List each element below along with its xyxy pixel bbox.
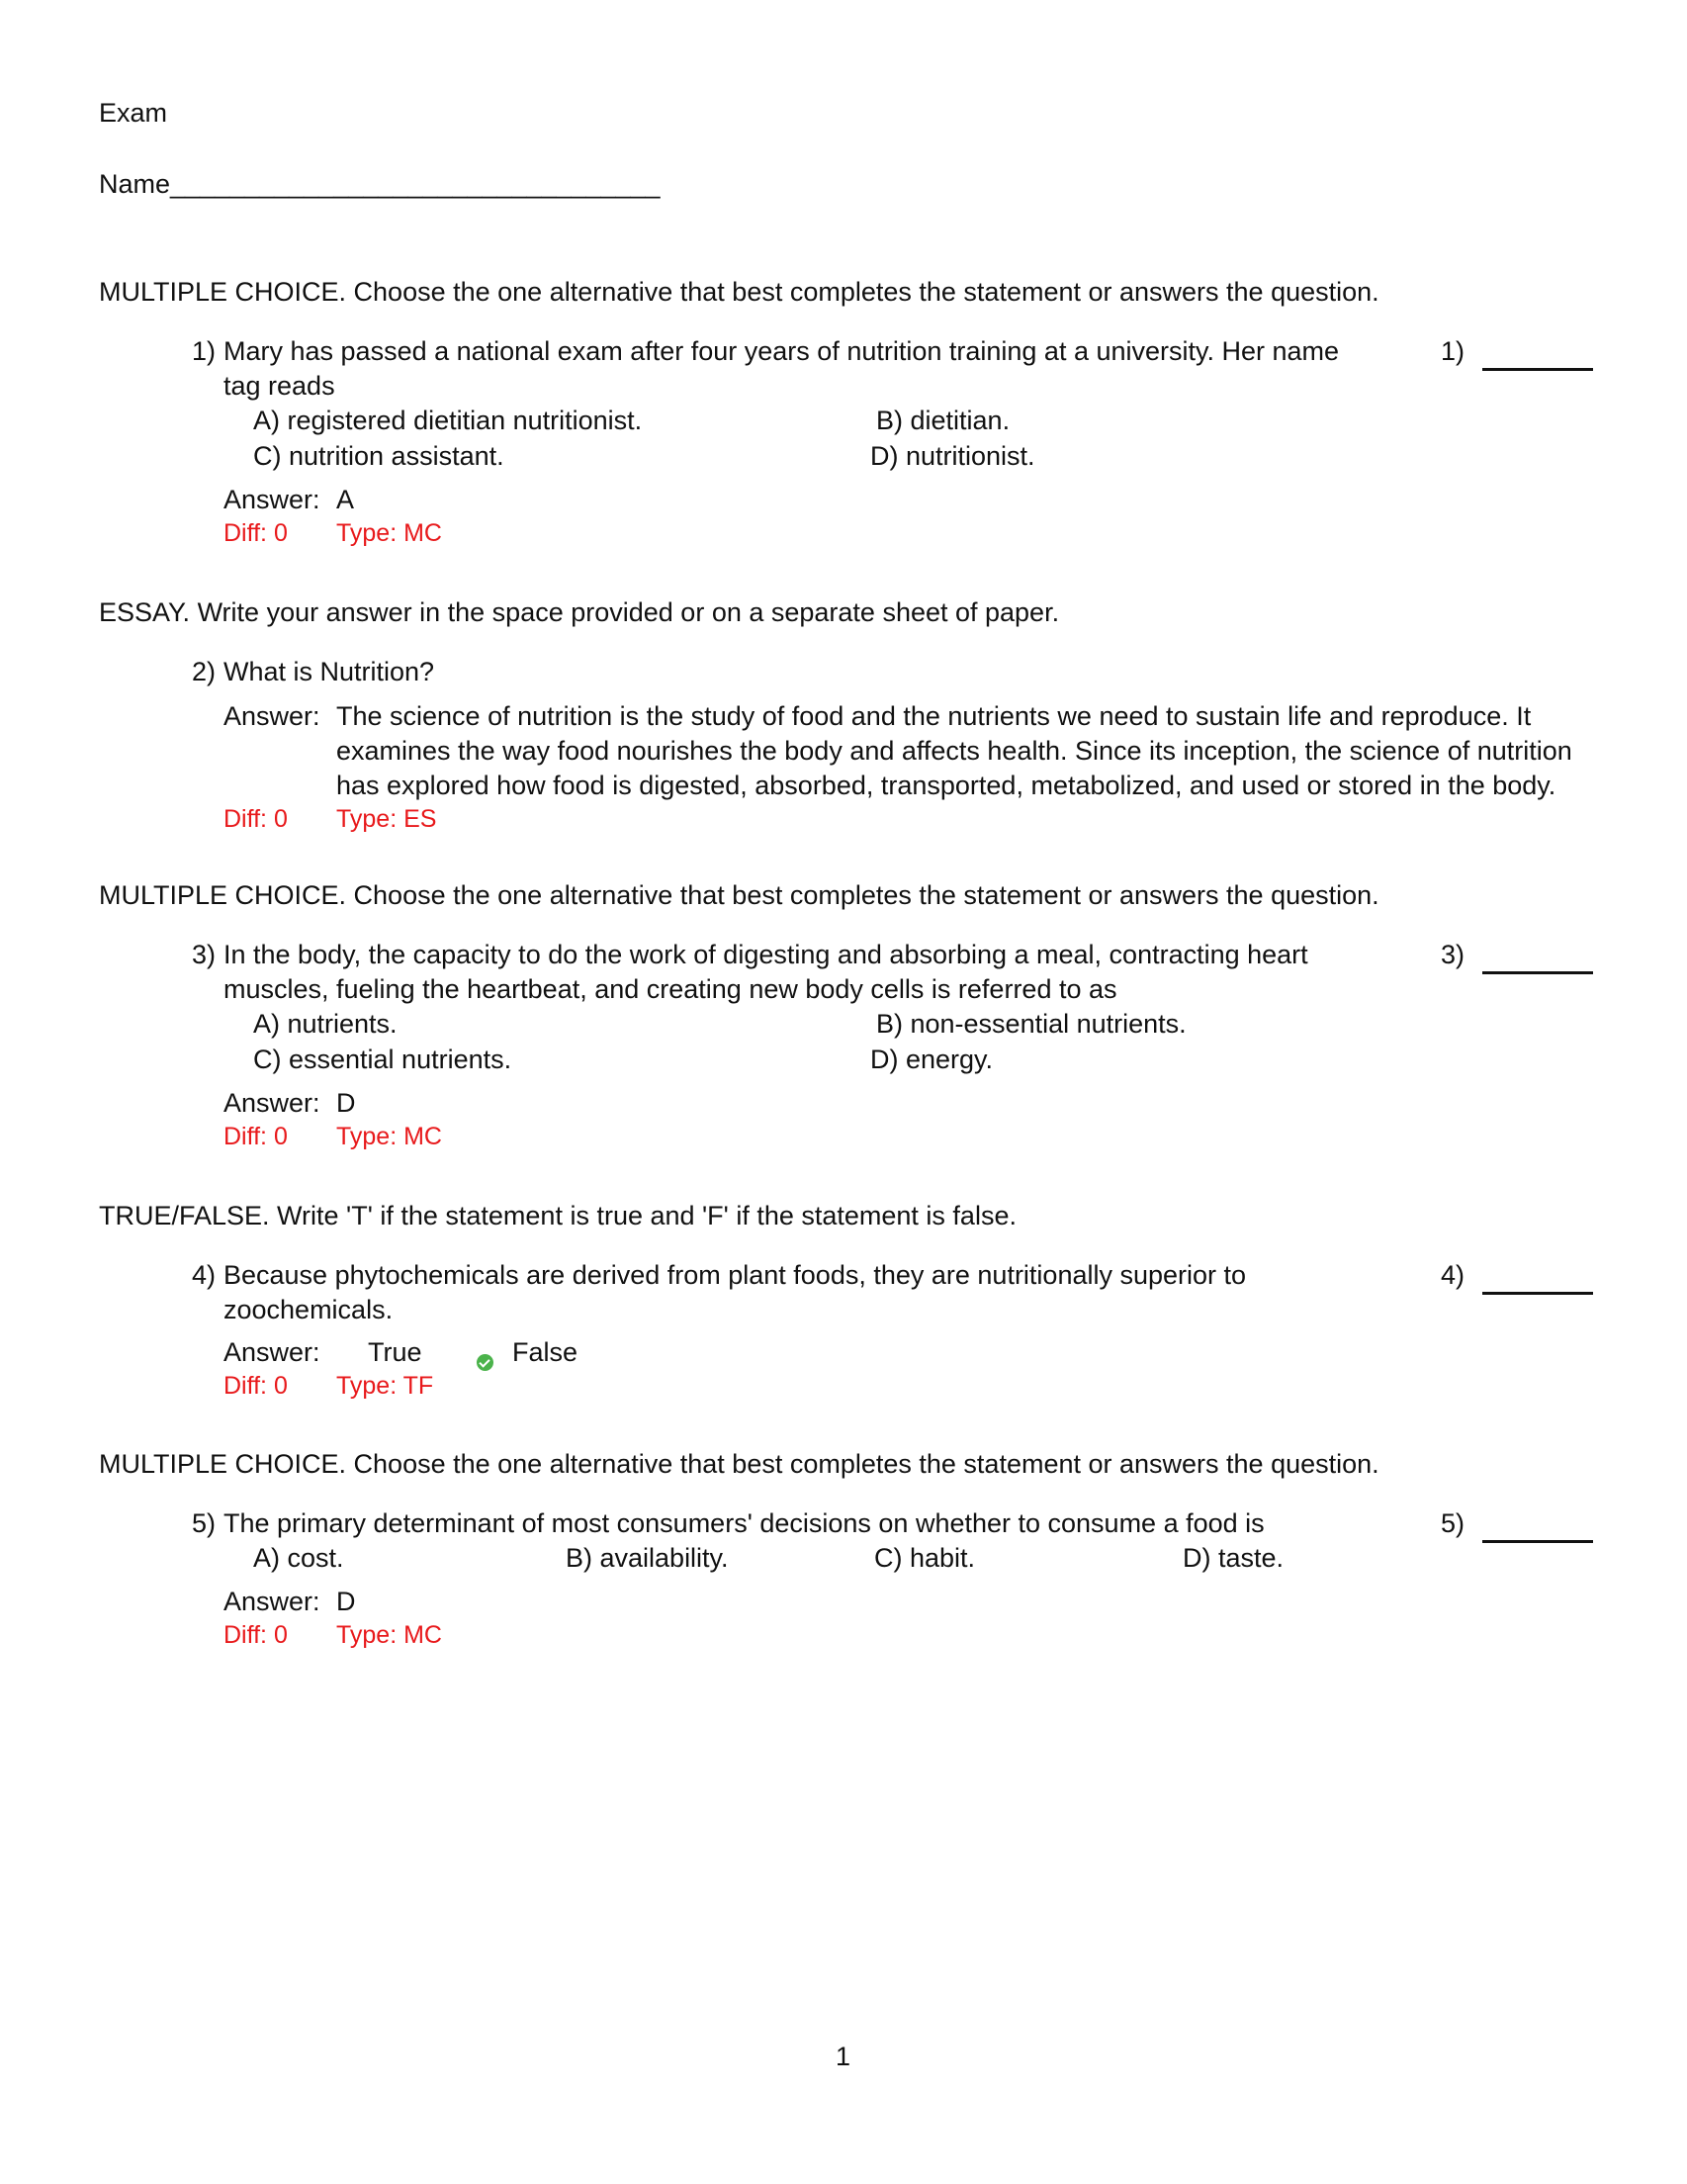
section-instruction-mc: MULTIPLE CHOICE. Choose the one alternative that best completes the statement or answers the question. [99,277,1379,307]
question-text: In the body, the capacity to do the work of digesting and absorbing a meal, contracting heart [223,940,1308,969]
name-field[interactable]: Name_________________________________ [99,169,661,199]
answer-blank[interactable] [1482,368,1593,371]
question-number: 5) [192,1508,217,1538]
question-type: Type: MC [336,1621,442,1649]
question-type: Type: TF [336,1372,434,1400]
margin-question-number: 1) [1441,336,1465,366]
question-number: 2) [192,657,217,686]
margin-question-number: 4) [1441,1260,1465,1290]
question-type: Type: MC [336,519,442,547]
answer-value: A [336,485,355,514]
option-b: B) availability. [566,1543,729,1573]
option-b: B) non-essential nutrients. [876,1009,1187,1039]
answer-blank[interactable] [1482,1540,1593,1543]
essay-answer-line-2: examines the way food nourishes the body and affects health. Since its inception, the science of nutrition [336,736,1572,766]
essay-answer-line-1: The science of nutrition is the study of food and the nutrients we need to sustain life and reproduce. It [336,701,1532,731]
section-instruction-mc: MULTIPLE CHOICE. Choose the one alternative that best completes the statement or answers the question. [99,880,1379,910]
margin-question-number: 3) [1441,940,1465,969]
answer-blank[interactable] [1482,1292,1593,1295]
question-type: Type: ES [336,805,437,833]
difficulty: Diff: 0 [223,1372,288,1400]
question-text-cont: tag reads [223,371,335,401]
option-d: D) nutritionist. [870,441,1035,471]
question-text: What is Nutrition? [223,657,435,686]
answer-value: D [336,1088,356,1118]
option-true: True [368,1337,422,1367]
option-a: A) registered dietitian nutritionist. [253,406,643,435]
difficulty: Diff: 0 [223,1621,288,1649]
answer-label: Answer: [223,485,320,514]
answer-blank[interactable] [1482,971,1593,974]
option-d: D) energy. [870,1045,994,1074]
option-c: C) habit. [874,1543,976,1573]
option-c: C) essential nutrients. [253,1045,512,1074]
answer-label: Answer: [223,1337,320,1367]
question-text: Mary has passed a national exam after four years of nutrition training at a university. Her name [223,336,1340,366]
essay-answer-line-3: has explored how food is digested, absorbed, transported, metabolized, and used or stored in the body. [336,771,1556,800]
question-text: The primary determinant of most consumers' decisions on whether to consume a food is [223,1508,1265,1538]
exam-title: Exam [99,98,168,128]
option-false: False [512,1337,578,1367]
question-text: Because phytochemicals are derived from plant foods, they are nutritionally superior to [223,1260,1247,1290]
option-b: B) dietitian. [876,406,1011,435]
difficulty: Diff: 0 [223,1123,288,1150]
option-a: A) nutrients. [253,1009,398,1039]
answer-label: Answer: [223,1587,320,1616]
question-number: 1) [192,336,217,366]
question-type: Type: MC [336,1123,442,1150]
option-d: D) taste. [1183,1543,1285,1573]
question-text-cont: zoochemicals. [223,1295,394,1324]
section-instruction-tf: TRUE/FALSE. Write 'T' if the statement is true and 'F' if the statement is false. [99,1201,1017,1230]
question-number: 4) [192,1260,217,1290]
margin-question-number: 5) [1441,1508,1465,1538]
answer-label: Answer: [223,1088,320,1118]
section-instruction-essay: ESSAY. Write your answer in the space provided or on a separate sheet of paper. [99,597,1060,627]
page-number: 1 [836,2042,851,2071]
difficulty: Diff: 0 [223,805,288,833]
difficulty: Diff: 0 [223,519,288,547]
answer-value: D [336,1587,356,1616]
answer-label: Answer: [223,701,320,731]
option-a: A) cost. [253,1543,344,1573]
question-text-cont: muscles, fueling the heartbeat, and creating new body cells is referred to as [223,974,1117,1004]
check-icon [477,1354,493,1371]
question-number: 3) [192,940,217,969]
option-c: C) nutrition assistant. [253,441,504,471]
section-instruction-mc: MULTIPLE CHOICE. Choose the one alternative that best completes the statement or answers the question. [99,1449,1379,1479]
